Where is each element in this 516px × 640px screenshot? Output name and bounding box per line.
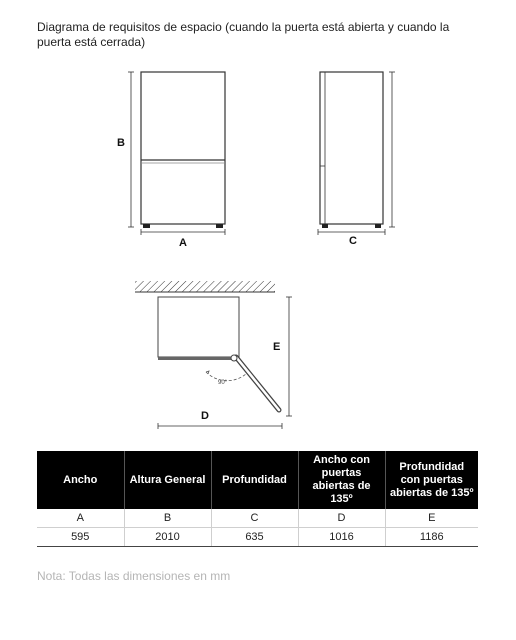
dimensions-note: Nota: Todas las dimensiones en mm bbox=[37, 569, 231, 583]
value-cell: 635 bbox=[211, 528, 298, 547]
letter-cell: C bbox=[211, 509, 298, 528]
dimension-label-b: B bbox=[117, 137, 125, 149]
header-altura-general: Altura General bbox=[124, 451, 211, 509]
value-cell: 595 bbox=[37, 528, 124, 547]
diagram-title: Diagrama de requisitos de espacio (cuando la puerta está abierta y cuando la puerta está cerrada) bbox=[37, 20, 450, 49]
header-profundidad: Profundidad bbox=[211, 451, 298, 509]
angle-label: 90° bbox=[218, 380, 228, 386]
letter-cell: B bbox=[124, 509, 211, 528]
dimension-label-e: E bbox=[273, 341, 281, 353]
dimension-label-a: A bbox=[179, 237, 187, 249]
table-row bbox=[37, 528, 478, 547]
dimensions-table-wrapper bbox=[37, 451, 477, 547]
dimensions-table bbox=[37, 451, 478, 547]
top-view bbox=[135, 281, 292, 429]
header-ancho-puertas-abiertas: Ancho con puertas abiertas de 135º bbox=[298, 451, 385, 509]
value-cell: 1016 bbox=[298, 528, 385, 547]
table-header-row bbox=[37, 451, 478, 509]
letter-cell: D bbox=[298, 509, 385, 528]
table-row bbox=[37, 509, 478, 528]
dimension-label-d: D bbox=[201, 410, 209, 422]
header-profundidad-puertas-abiertas: Profundidad con puertas abiertas de 135º bbox=[385, 451, 478, 509]
front-view bbox=[117, 72, 225, 249]
value-cell: 2010 bbox=[124, 528, 211, 547]
value-cell: 1186 bbox=[385, 528, 478, 547]
dimension-label-c: C bbox=[349, 235, 357, 247]
header-ancho: Ancho bbox=[37, 451, 124, 509]
letter-cell: A bbox=[37, 509, 124, 528]
side-view bbox=[318, 72, 395, 247]
letter-cell: E bbox=[385, 509, 478, 528]
